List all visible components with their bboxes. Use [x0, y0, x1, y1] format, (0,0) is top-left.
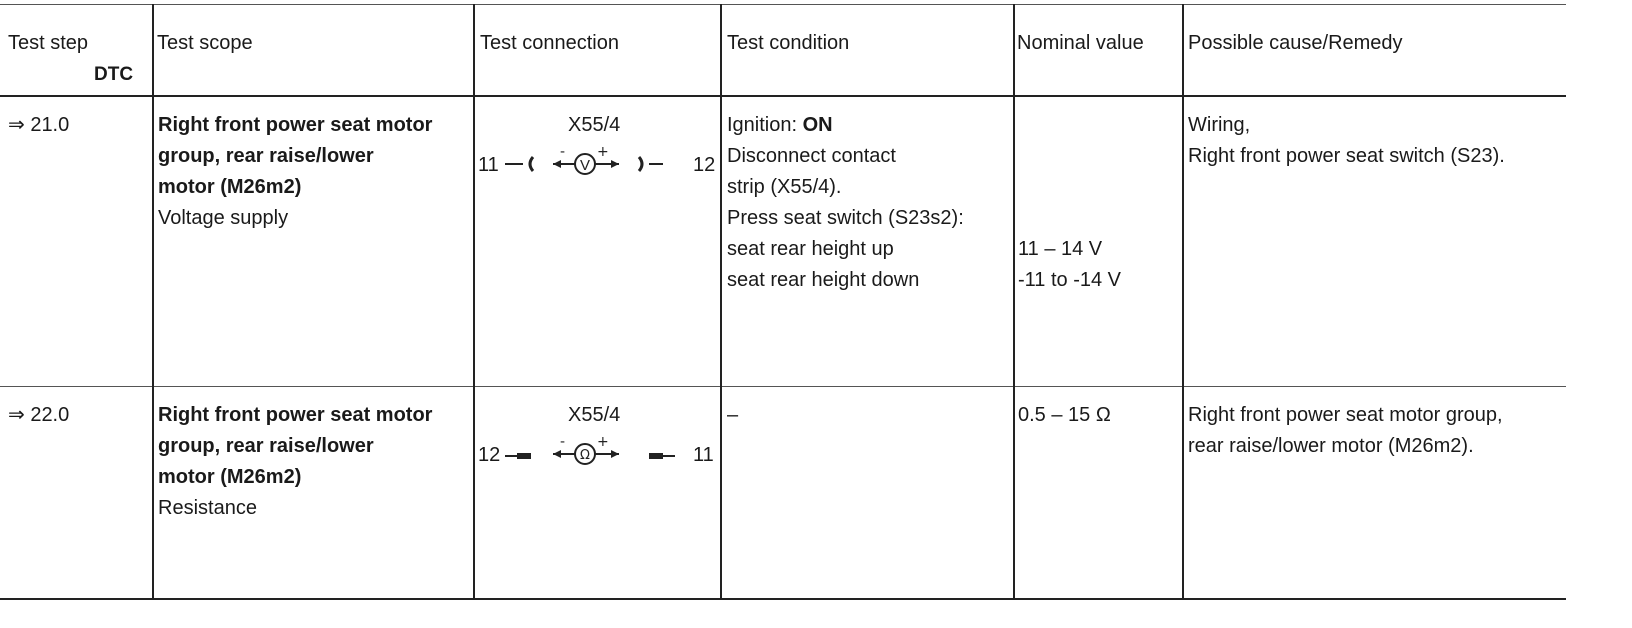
- row1-cause-line: Wiring,: [1188, 114, 1251, 136]
- row1-connection-diagram: [475, 104, 720, 184]
- column-divider: [473, 4, 475, 600]
- row2-condition: –: [727, 404, 739, 426]
- svg-text:+: +: [597, 434, 609, 450]
- header-test-connection: Test connection: [480, 32, 619, 54]
- row2-connection-diagram: [475, 394, 720, 474]
- row1-condition-line: seat rear height up: [727, 238, 894, 260]
- header-test-condition: Test condition: [727, 32, 850, 54]
- row1-condition-ignition: [727, 110, 833, 141]
- row1-condition-line: Press seat switch (S23s2):: [727, 207, 964, 229]
- row1-condition-line: Disconnect contact: [727, 145, 896, 167]
- pin-left: 12: [478, 444, 501, 466]
- voltmeter-symbol: [503, 144, 693, 180]
- header-test-scope: Test scope: [157, 32, 253, 54]
- row1-scope-line: Right front power seat motor: [158, 114, 433, 136]
- pin-right: 12: [693, 154, 716, 176]
- row1-scope-line: motor (M26m2): [158, 176, 302, 198]
- row1-cause-line: Right front power seat switch (S23).: [1188, 145, 1505, 167]
- condition-text: Ignition:: [727, 114, 803, 136]
- header-divider: [0, 95, 1566, 97]
- row2-scope-sub: Resistance: [158, 497, 257, 519]
- svg-text:-: -: [560, 434, 566, 450]
- header-test-step: Test step: [8, 32, 89, 54]
- row1-scope-sub: Voltage supply: [158, 207, 289, 229]
- meter-symbol: V: [579, 157, 591, 174]
- row2-scope-line: motor (M26m2): [158, 466, 302, 488]
- table-top-rule: [0, 4, 1566, 5]
- ohmmeter-symbol: [503, 434, 693, 470]
- column-divider: [1182, 4, 1184, 600]
- connector-label: X55/4: [568, 114, 621, 136]
- header-nominal-value: Nominal value: [1017, 32, 1144, 54]
- row1-condition-line: seat rear height down: [727, 269, 920, 291]
- row2-scope-line: Right front power seat motor: [158, 404, 433, 426]
- row1-test-step: ⇒ 21.0: [8, 114, 70, 136]
- connector-label: X55/4: [568, 404, 621, 426]
- pin-right: 11: [693, 444, 714, 466]
- header-possible-cause: Possible cause/Remedy: [1188, 32, 1403, 54]
- row-divider: [0, 386, 1566, 387]
- column-divider: [152, 4, 154, 600]
- header-dtc: DTC: [94, 64, 134, 85]
- row2-nominal-value: 0.5 – 15 Ω: [1018, 404, 1111, 426]
- svg-text:+: +: [597, 144, 609, 160]
- row1-scope-line: group, rear raise/lower: [158, 145, 374, 167]
- row2-test-step: ⇒ 22.0: [8, 404, 70, 426]
- row1-nominal-value: -11 to -14 V: [1018, 269, 1122, 291]
- pin-left: 11: [478, 154, 499, 176]
- row1-nominal-value: 11 – 14 V: [1018, 238, 1103, 260]
- column-divider: [1013, 4, 1015, 600]
- row1-condition-line: strip (X55/4).: [727, 176, 842, 198]
- column-divider: [720, 4, 722, 600]
- row2-scope-line: group, rear raise/lower: [158, 435, 374, 457]
- meter-symbol: Ω: [580, 448, 590, 463]
- condition-emphasis: ON: [802, 114, 833, 136]
- row2-cause-line: rear raise/lower motor (M26m2).: [1188, 435, 1474, 457]
- table-bottom-rule: [0, 598, 1566, 600]
- svg-text:-: -: [560, 144, 566, 160]
- row2-cause-line: Right front power seat motor group,: [1188, 404, 1503, 426]
